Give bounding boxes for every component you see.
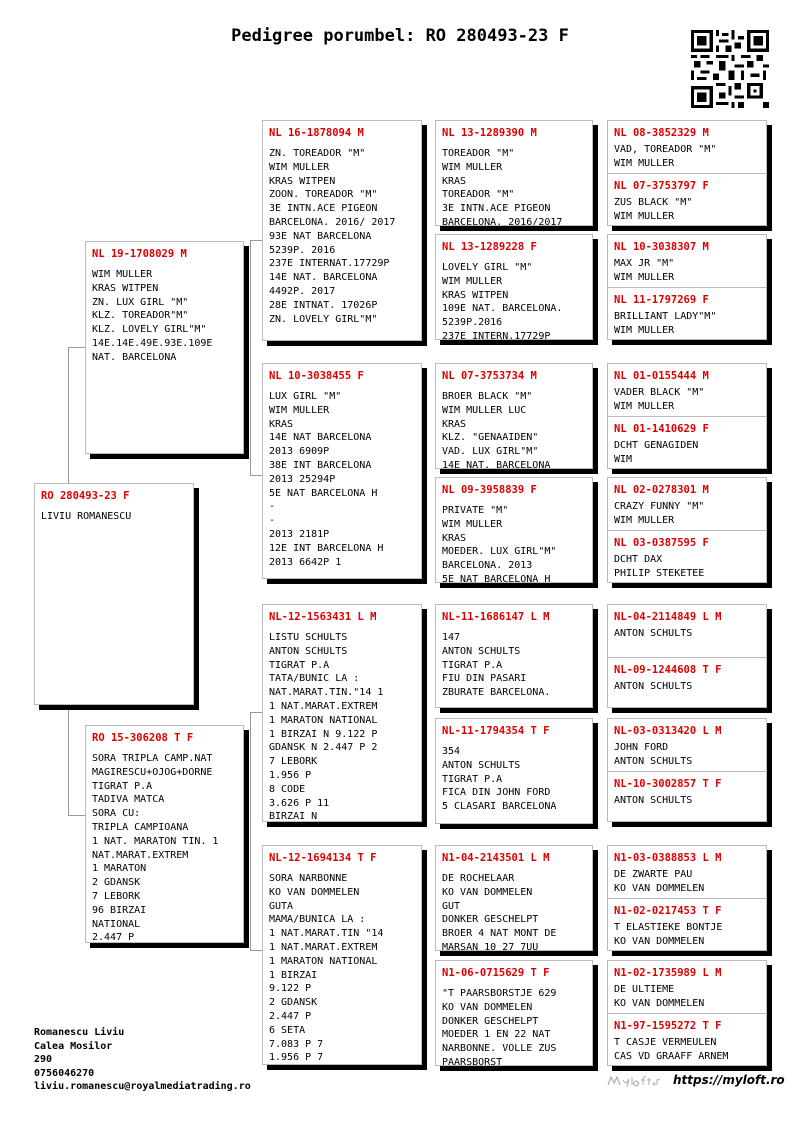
ring-number: NL 03-0387595 F — [614, 537, 709, 549]
sire-card — [85, 241, 244, 454]
ancestor-pair-card — [607, 363, 767, 469]
great-grandparent-card — [435, 718, 593, 824]
subject-card — [34, 483, 194, 705]
ring-number: NL 16-1878094 M — [269, 127, 364, 139]
qr-code-icon — [691, 30, 769, 108]
ring-number: NL 09-3958839 F — [442, 484, 537, 496]
pigeon-details: CRAZY FUNNY "M" WIM MULLER — [614, 501, 705, 526]
pigeon-details: SORA NARBONNE KO VAN DOMMELEN GUTA MAMA/BUNICA LA : 1 NAT.MARAT.TIN "14 1 NAT.MARAT.EXTREM 1 MARATON NATIONAL 1 BIRZAI 9.122 P 2 GDANSK 2.447 P 6 SETA 7.083 P 7 1.956 P 7 — [269, 873, 384, 1064]
ring-number: NL 19-1708029 M — [92, 248, 187, 260]
great-grandparent-card — [435, 604, 593, 708]
ring-number: NL 01-0155444 M — [614, 370, 709, 382]
owner-email[interactable]: liviu.romanescu@royalmediatrading.ro — [34, 1081, 251, 1092]
pigeon-details: MAX JR "M" WIM MULLER — [614, 258, 675, 283]
grandparent-card — [262, 120, 422, 341]
ring-number: NL-11-1686147 L M — [442, 611, 550, 623]
ring-number: RO 15-306208 T F — [92, 732, 194, 744]
ring-number: NL-10-3002857 T F — [614, 778, 722, 790]
ring-number: N1-03-0388853 L M — [614, 852, 722, 864]
pigeon-details: DE ROCHELAAR KO VAN DOMMELEN GUT DONKER GESCHELPT BROER 4 NAT MONT DE MARSAN 10 27 7UU — [442, 873, 557, 951]
pigeon-details: ANTON SCHULTS — [614, 795, 693, 806]
grandparent-card — [262, 845, 422, 1065]
pigeon-details: VADER BLACK "M" WIM MULLER — [614, 387, 705, 412]
myloft-logo — [606, 1074, 664, 1088]
grandparent-card — [262, 363, 422, 579]
ring-number: NL 11-1797269 F — [614, 294, 709, 306]
ring-number: NL 10-3038455 F — [269, 370, 364, 382]
ring-number: NL 02-0278301 M — [614, 484, 709, 496]
pigeon-details: ANTON SCHULTS — [614, 681, 693, 692]
owner-phone: 0756046270 — [34, 1067, 95, 1079]
pigeon-details: LISTU SCHULTS ANTON SCHULTS TIGRAT P.A TATA/BUNIC LA : NAT.MARAT.TIN."14 1 1 NAT.MARAT.EXTREM 1 MARATON NATIONAL 1 BIRZAI N 9.122 P GDANSK N 2.447 P 2 7 LEBORK 1.956 P 8 CODE 3.626 P 11 BIRZAI N — [269, 632, 384, 822]
pigeon-details: LIVIU ROMANESCU — [41, 511, 132, 522]
pigeon-details: TOREADOR "M" WIM MULLER KRAS TOREADOR "M" 3E INTN.ACE PIGEON BARCELONA. 2016/2017 — [442, 148, 563, 226]
great-grandparent-card — [435, 120, 593, 226]
great-grandparent-card — [435, 960, 593, 1066]
pigeon-details: T CASJE VERMEULEN CAS VD GRAAFF ARNEM — [614, 1037, 729, 1062]
great-grandparent-card — [435, 234, 593, 340]
ancestor-pair-card — [607, 718, 767, 822]
great-grandparent-card — [435, 845, 593, 951]
dam-card — [85, 725, 244, 943]
owner-street: Calea Mosilor — [34, 1040, 113, 1052]
ring-number: NL 13-1289228 F — [442, 241, 537, 253]
pigeon-details: T ELASTIEKE BONTJE KO VAN DOMMELEN — [614, 922, 723, 947]
ancestor-pair-card — [607, 960, 767, 1066]
ring-number: NL-04-2114849 L M — [614, 611, 722, 623]
great-grandparent-card — [435, 477, 593, 583]
pigeon-details: LUX GIRL "M" WIM MULLER KRAS 14E NAT BARCELONA 2013 6909P 38E INT BARCELONA 2013 25294P 5E NAT BARCELONA H - - 2013 2181P 12E INT BARCELONA H 2013 6642P 1 — [269, 391, 384, 568]
pigeon-details: BROER BLACK "M" WIM MULLER LUC KRAS KLZ. "GENAAIDEN" VAD. LUX GIRL"M" 14E NAT. BARCELONA — [442, 391, 551, 469]
great-grandparent-card — [435, 363, 593, 469]
ring-number: N1-02-1735989 L M — [614, 967, 722, 979]
pigeon-details: DCHT DAX PHILIP STEKETEE — [614, 554, 705, 579]
pigeon-details: ANTON SCHULTS — [614, 628, 693, 639]
website-link[interactable]: https://myloft.ro — [673, 1073, 785, 1087]
grandparent-card — [262, 604, 422, 822]
ring-number: NL-11-1794354 T F — [442, 725, 550, 737]
ring-number: NL 07-3753797 F — [614, 180, 709, 192]
pigeon-details: ZUS BLACK "M" WIM MULLER — [614, 197, 693, 222]
pigeon-details: JOHN FORD ANTON SCHULTS — [614, 742, 693, 767]
ring-number: NL-12-1694134 T F — [269, 852, 377, 864]
pigeon-details: DE ULTIEME KO VAN DOMMELEN — [614, 984, 705, 1009]
pigeon-details: SORA TRIPLA CAMP.NAT MAGIRESCU+OJOG+DORNE TIGRAT P.A TADIVA MATCA SORA CU: TRIPLA CAMPIOANA 1 NAT. MARATON TIN. 1 NAT.MARAT.EXTREM 1 MARATON 2 GDANSK 7 LEBORK 96 BIRZAI NATIONAL 2.447 P — [92, 753, 219, 943]
ring-number: N1-02-0217453 T F — [614, 905, 722, 917]
pigeon-details: BRILLIANT LADY"M" WIM MULLER — [614, 311, 717, 336]
pigeon-details: 147 ANTON SCHULTS TIGRAT P.A FIU DIN PASARI ZBURATE BARCELONA. — [442, 632, 551, 699]
ring-number: NL-03-0313420 L M — [614, 725, 722, 737]
owner-contact — [34, 1026, 251, 1094]
pigeon-details: WIM MULLER KRAS WITPEN ZN. LUX GIRL "M" KLZ. TOREADOR"M" KLZ. LOVELY GIRL"M" 14E.14E.49E.93E.109E NAT. BARCELONA — [92, 269, 213, 363]
ring-number: N1-06-0715629 T F — [442, 967, 550, 979]
pigeon-details: "T PAARSBORSTJE 629 KO VAN DOMMELEN DONKER GESCHELPT MOEDER 1 EN 22 NAT NARBONNE. VOLLE ZUS PAARSBORST — [442, 988, 557, 1066]
ring-number: NL 08-3852329 M — [614, 127, 709, 139]
ring-number: NL 01-1410629 F — [614, 423, 709, 435]
pigeon-details: ZN. TOREADOR "M" WIM MULLER KRAS WITPEN ZOON. TOREADOR "M" 3E INTN.ACE PIGEON BARCELONA. 2016/ 2017 93E NAT BARCELONA 5239P. 2016 237E INTERNAT.17729P 14E NAT. BARCELONA 4492P. 2017 28E INTNAT. 17026P ZN. LOVELY GIRL"M" — [269, 148, 396, 325]
ancestor-pair-card — [607, 120, 767, 226]
ring-number: NL 10-3038307 M — [614, 241, 709, 253]
ring-number: RO 280493-23 F — [41, 490, 130, 502]
page-title: Pedigree porumbel: RO 280493-23 F — [231, 26, 569, 46]
ring-number: NL-09-1244608 T F — [614, 664, 722, 676]
ring-number: NL 13-1289390 M — [442, 127, 537, 139]
ring-number: NL-12-1563431 L M — [269, 611, 377, 623]
ancestor-pair-card — [607, 477, 767, 583]
owner-name: Romanescu Liviu — [34, 1027, 125, 1038]
pigeon-details: DCHT GENAGIDEN WIM — [614, 440, 699, 465]
pigeon-details: PRIVATE "M" WIM MULLER KRAS MOEDER. LUX GIRL"M" BARCELONA. 2013 5E NAT BARCELONA H — [442, 505, 557, 583]
ancestor-pair-card — [607, 604, 767, 708]
pigeon-details: 354 ANTON SCHULTS TIGRAT P.A FICA DIN JOHN FORD 5 CLASARI BARCELONA — [442, 746, 557, 813]
pigeon-details: DE ZWARTE PAU KO VAN DOMMELEN — [614, 869, 705, 894]
pigeon-details: VAD, TOREADOR "M" WIM MULLER — [614, 144, 717, 169]
pigeon-details: LOVELY GIRL "M" WIM MULLER KRAS WITPEN 109E NAT. BARCELONA. 5239P.2016 237E INTERN.17729P — [442, 262, 563, 340]
ancestor-pair-card — [607, 234, 767, 340]
ancestor-pair-card — [607, 845, 767, 951]
ring-number: N1-04-2143501 L M — [442, 852, 550, 864]
ring-number: N1-97-1595272 T F — [614, 1020, 722, 1032]
ring-number: NL 07-3753734 M — [442, 370, 537, 382]
owner-number: 290 — [34, 1054, 53, 1065]
